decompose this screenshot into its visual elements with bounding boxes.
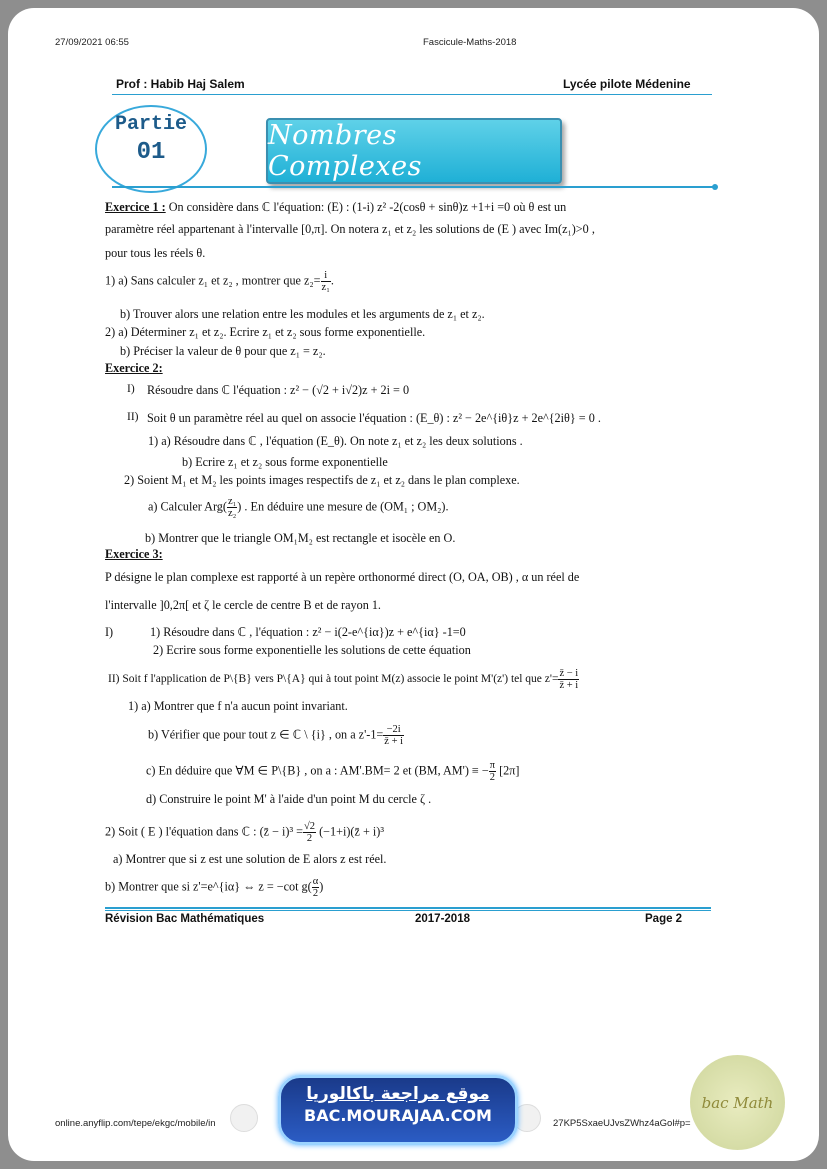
ex1-line3: pour tous les réels θ. — [105, 246, 206, 260]
chapter-title: Nombres Complexes — [268, 120, 422, 182]
ex3-line1: P désigne le plan complexe est rapporté à un repère orthonormé direct (O, OA, OB) , α un réel de — [105, 570, 580, 584]
watermark-site: BAC.MOURAJAA.COM — [304, 1106, 492, 1125]
ex2-q2a: a) Calculer Arg( $\frac{\text{z₁}}{\text{z₂}}$ ) . En déduire une mesure de (OM₁ ; OM₂). — [148, 496, 449, 519]
ex3-line2: l'intervalle ]0,2π[ et ζ le cercle de centre B et de rayon 1. — [105, 598, 381, 612]
badge-text: bac Math — [701, 1093, 774, 1112]
footer-center: 2017-2018 — [415, 913, 470, 925]
ex2-I: Résoudre dans ℂ l'équation : z² − (√2 + i√2)z + 2i = 0 — [147, 383, 410, 397]
footer-left: Révision Bac Mathématiques — [105, 913, 265, 925]
rule-dot — [712, 184, 718, 190]
ex3-II2b: b) Montrer que si z'=e^{iα} ⇔ z = −cot g( $\frac{\alpha}{2}$ ) — [105, 876, 324, 899]
watermark-arabic: موقع مراجعة باكالوريا — [306, 1084, 490, 1104]
ex3-I2: 2) Ecrire sous forme exponentielle les solutions de cette équation — [153, 643, 471, 657]
teacher-name: Prof : Habib Haj Salem — [116, 77, 245, 91]
ex2-q1b: b) Ecrire z₁ et z₂ sous forme exponentielle — [182, 455, 388, 469]
footer-right: Page 2 — [645, 913, 683, 925]
ex3-IIb: b) Vérifier que pour tout z ∈ ℂ \ {i} , on a z'-1= $\frac{-2i}{z̄ + i}$ — [148, 724, 404, 747]
ex3-I1: 1) Résoudre dans ℂ , l'équation : z² − i(2-e^{iα})z + e^{iα} -1=0 — [150, 625, 466, 639]
header-rule — [112, 94, 712, 95]
ex2-title: Exercice 2: — [105, 361, 163, 375]
site-watermark[interactable] — [278, 1075, 518, 1145]
footer-rule-2 — [105, 910, 711, 911]
chapter-banner — [266, 118, 562, 184]
ex2-I-num: I) — [127, 383, 135, 395]
partie-badge — [95, 105, 207, 193]
partie-label: Partie — [114, 113, 187, 136]
print-url-right: 27KP5SxaeUJvsZWhz4aGol#p= — [553, 1118, 691, 1129]
document-page — [8, 8, 819, 1161]
ex3-II: II) Soit f l'application de P\{B} vers P\{A} qui à tout point M(z) associe le point M'(z') tel que z'= $\frac{z̄ - i}{z̄ + i}$ — [108, 668, 579, 691]
ex2-q2: 2) Soient M₁ et M₂ les points images respectifs de z₁ et z₂ dans le plan complexe. — [124, 473, 520, 487]
ex3-II2a: a) Montrer que si z est une solution de E alors z est réel. — [113, 852, 387, 866]
ex3-I-num: I) — [105, 625, 114, 639]
print-url-left: online.anyflip.com/tepe/ekgc/mobile/in — [55, 1118, 216, 1129]
banner-rule — [112, 186, 714, 188]
ex2-II-num: II) — [127, 411, 139, 423]
ex3-II2: 2) Soit ( E ) l'équation dans ℂ : (z̄ − i)³ = $\frac{√2}{2}$ (−1+i)(z̄ + i)³ — [105, 821, 384, 844]
print-timestamp: 27/09/2021 06:55 — [55, 37, 129, 48]
ex1-line1: Exercice 1 : On considère dans ℂ l'équation: (E) : (1-i) z² -2(cosθ + sinθ)z +1+i =0 où θ est un — [105, 200, 567, 214]
footer-rule-1 — [105, 907, 711, 909]
print-page-title: Fascicule-Maths-2018 — [423, 37, 517, 48]
bac-math-badge — [690, 1055, 785, 1150]
ex3-IIa: 1) a) Montrer que f n'a aucun point invariant. — [128, 699, 348, 713]
ex1-q2a: 2) a) Déterminer z₁ et z₂. Ecrire z₁ et z₂ sous forme exponentielle. — [105, 325, 426, 339]
ex1-q1b: b) Trouver alors une relation entre les modules et les arguments de z₁ et z₂. — [120, 307, 485, 321]
partie-number: 01 — [136, 139, 166, 166]
ex3-title: Exercice 3: — [105, 547, 163, 561]
ex3-IIc: c) En déduire que ∀M ∈ P\{B} , on a : AM'.BM= 2 et (BM, AM') ≡ − $\frac{\pi}{2}$ [2π] — [146, 760, 520, 783]
ex3-IId: d) Construire le point M' à l'aide d'un point M du cercle ζ . — [146, 792, 432, 806]
ex1-q2b: b) Préciser la valeur de θ pour que z₁ = z₂. — [120, 344, 326, 358]
book-logo-icon — [230, 1104, 258, 1132]
ex2-q2b: b) Montrer que le triangle OM₁M₂ est rectangle et isocèle en O. — [145, 531, 456, 545]
ex2-II: Soit θ un paramètre réel au quel on associe l'équation : (E_θ) : z² − 2e^{iθ}z + 2e^{2iθ} = 0 . — [147, 411, 601, 425]
ex1-title: Exercice 1 : — [105, 200, 166, 214]
school-name: Lycée pilote Médenine — [563, 77, 691, 91]
ex1-line2: paramètre réel appartenant à l'intervalle [0,π]. On notera z₁ et z₂ les solutions de (E ) avec Im(z₁)>0 , — [105, 222, 595, 236]
ex2-q1a: 1) a) Résoudre dans ℂ , l'équation (E_θ). On note z₁ et z₂ les deux solutions . — [148, 434, 523, 448]
ex1-q1a: 1) a) Sans calculer z₁ et z₂ , montrer que z₂= $\frac{i}{\text{z₁}}$ . — [105, 270, 334, 293]
